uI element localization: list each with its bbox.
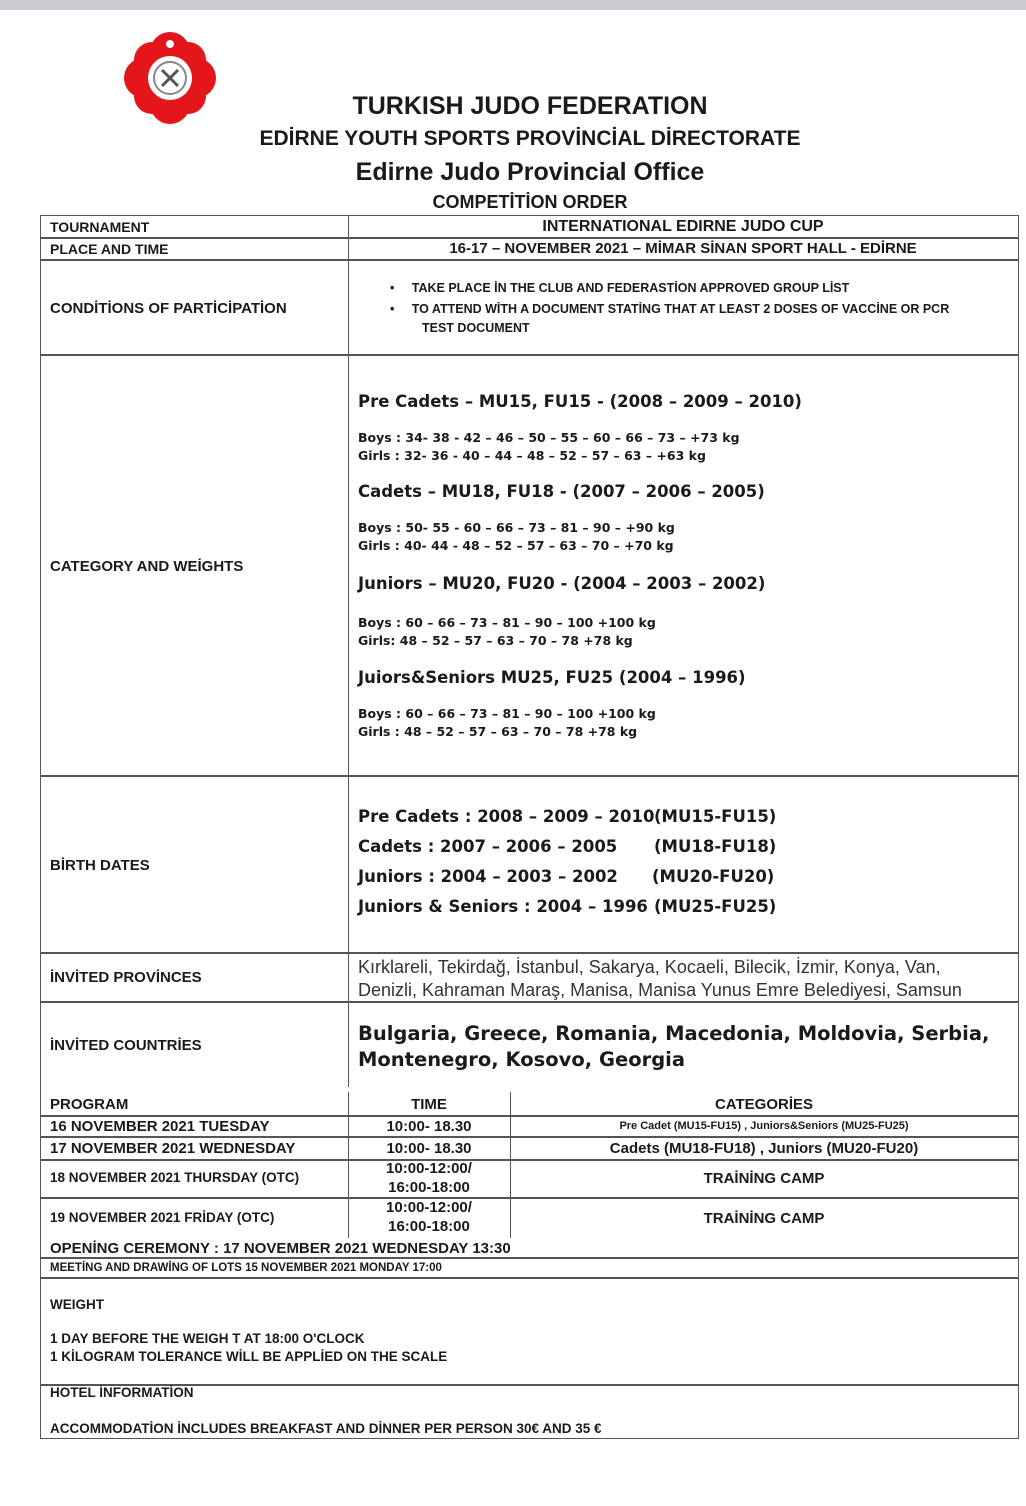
row-divider xyxy=(40,775,1019,777)
category-girls-weights: Girls : 40- 44 - 48 – 52 – 57 – 63 – 70 – +70 kg xyxy=(358,538,674,553)
tournament-value: INTERNATIONAL EDIRNE JUDO CUP xyxy=(542,218,824,235)
weight-title: WEIGHT xyxy=(50,1297,104,1312)
federation-title: TURKISH JUDO FEDERATION xyxy=(352,92,708,120)
category-label: CATEGORY AND WEİGHTS xyxy=(50,558,244,575)
condition-item-continued: TEST DOCUMENT xyxy=(422,321,530,335)
category-boys-weights: Boys : 34- 38 - 42 – 46 – 50 – 55 – 60 – 66 – 73 – +73 kg xyxy=(358,430,740,445)
program-day: 16 NOVEMBER 2021 TUESDAY xyxy=(50,1118,270,1135)
category-girls-weights: Girls: 48 – 52 – 57 – 63 – 70 – 78 +78 kg xyxy=(358,633,633,648)
row-divider xyxy=(40,1159,1019,1161)
row-divider xyxy=(40,259,1019,261)
meeting-info: MEETİNG AND DRAWİNG OF LOTS 15 NOVEMBER 2021 MONDAY 17:00 xyxy=(50,1262,442,1274)
category-girls-weights: Girls : 32- 36 - 40 – 44 – 48 – 52 – 57 – 63 – +63 kg xyxy=(358,448,706,463)
hotel-title: HOTEL İNFORMATİON xyxy=(50,1385,194,1400)
program-categories: Pre Cadet (MU15-FU15) , Juniors&Seniors (MU25-FU25) xyxy=(619,1120,909,1132)
program-time: 10:00-12:00/ xyxy=(386,1160,472,1177)
birth-date-code: (MU15-FU15) xyxy=(654,807,777,826)
program-categories: TRAİNİNG CAMP xyxy=(703,1170,825,1187)
birth-date-line: Cadets : 2007 – 2006 – 2005 xyxy=(358,837,618,856)
program-time: 16:00-18:00 xyxy=(388,1179,470,1196)
column-divider xyxy=(348,215,349,1087)
time-header: TIME xyxy=(411,1096,447,1113)
row-divider xyxy=(40,1277,1019,1279)
categories-header: CATEGORİES xyxy=(714,1096,814,1113)
program-categories: Cadets (MU18-FU18) , Juniors (MU20-FU20) xyxy=(609,1140,919,1157)
category-boys-weights: Boys : 60 – 66 – 73 – 81 – 90 – 100 +100 kg xyxy=(358,706,656,721)
row-divider xyxy=(40,1197,1019,1199)
row-divider xyxy=(40,1257,1019,1259)
birth-date-code: (MU18-FU18) xyxy=(654,837,777,856)
row-divider xyxy=(40,952,1019,954)
countries-line: Bulgaria, Greece, Romania, Macedonia, Moldovia, Serbia, xyxy=(358,1022,990,1045)
place-label: PLACE AND TIME xyxy=(50,241,169,257)
program-time: 16:00-18:00 xyxy=(388,1218,470,1235)
birth-date-code: (MU20-FU20) xyxy=(652,867,775,886)
program-day: 18 NOVEMBER 2021 THURSDAY (OTC) xyxy=(50,1170,300,1185)
provinces-label: İNVİTED PROVİNCES xyxy=(50,969,202,986)
program-header: PROGRAM xyxy=(50,1096,129,1113)
condition-item: • TO ATTEND WİTH A DOCUMENT STATİNG THAT AT LEAST 2 DOSES OF VACCİNE OR PCR xyxy=(390,302,950,316)
opening-ceremony: OPENİNG CEREMONY : 17 NOVEMBER 2021 WEDNESDAY 13:30 xyxy=(50,1240,511,1257)
countries-line: Montenegro, Kosovo, Georgia xyxy=(358,1048,686,1071)
office-title: Edirne Judo Provincial Office xyxy=(355,158,705,186)
tournament-label: TOURNAMENT xyxy=(50,219,150,235)
condition-item: • TAKE PLACE İN THE CLUB AND FEDERASTİON APPROVED GROUP LİST xyxy=(390,281,850,295)
provinces-line: Kırklareli, Tekirdağ, İstanbul, Sakarya, Kocaeli, Bilecik, İzmir, Konya, Van, xyxy=(358,957,941,977)
countries-label: İNVİTED COUNTRİES xyxy=(50,1037,202,1054)
provinces-line: Denizli, Kahraman Maraş, Manisa, Manisa Yunus Emre Belediyesi, Samsun xyxy=(358,980,962,1000)
conditions-label: CONDİTİONS OF PARTİCİPATİON xyxy=(50,300,287,317)
category-group-title: Juniors – MU20, FU20 - (2004 – 2003 – 2002) xyxy=(358,574,766,593)
weight-line: 1 DAY BEFORE THE WEIGH T AT 18:00 O'CLOCK xyxy=(50,1331,365,1346)
program-day: 19 NOVEMBER 2021 FRİDAY (OTC) xyxy=(50,1210,275,1225)
program-categories: TRAİNİNG CAMP xyxy=(703,1210,825,1227)
birth-date-line: Pre Cadets : 2008 – 2009 – 2010 xyxy=(358,807,655,826)
program-day: 17 NOVEMBER 2021 WEDNESDAY xyxy=(50,1140,296,1157)
row-divider xyxy=(40,1136,1019,1138)
birth-date-code: (MU25-FU25) xyxy=(654,897,777,916)
program-time: 10:00- 18.30 xyxy=(386,1140,472,1157)
category-boys-weights: Boys : 50- 55 - 60 – 66 – 73 – 81 – 90 – +90 kg xyxy=(358,520,675,535)
birth-dates-label: BİRTH DATES xyxy=(50,857,150,874)
birth-date-line: Juniors & Seniors : 2004 – 1996 xyxy=(358,897,648,916)
program-time: 10:00- 18.30 xyxy=(386,1118,472,1135)
row-divider xyxy=(40,1115,1019,1117)
weight-line: 1 KİLOGRAM TOLERANCE WİLL BE APPLİED ON THE SCALE xyxy=(50,1349,448,1364)
birth-date-line: Juniors : 2004 – 2003 – 2002 xyxy=(358,867,618,886)
directorate-title: EDİRNE YOUTH SPORTS PROVİNCİAL DİRECTORATE xyxy=(259,127,801,150)
row-divider xyxy=(40,354,1019,356)
category-group-title: Cadets – MU18, FU18 - (2007 – 2006 – 2005) xyxy=(358,482,765,501)
category-group-title: Juiors&Seniors MU25, FU25 (2004 – 1996) xyxy=(358,668,746,687)
program-time: 10:00-12:00/ xyxy=(386,1199,472,1216)
place-value: 16-17 – NOVEMBER 2021 – MİMAR SİNAN SPORT HALL - EDİRNE xyxy=(449,240,917,257)
category-boys-weights: Boys : 60 – 66 – 73 – 81 – 90 – 100 +100 kg xyxy=(358,615,656,630)
hotel-info: ACCOMMODATİON İNCLUDES BREAKFAST AND DİNNER PER PERSON 30€ AND 35 € xyxy=(50,1421,602,1436)
row-divider xyxy=(40,1001,1019,1003)
document-title: COMPETİTİON ORDER xyxy=(432,192,628,212)
top-bar xyxy=(0,0,1026,10)
category-group-title: Pre Cadets – MU15, FU15 - (2008 – 2009 – 2010) xyxy=(358,392,802,411)
row-divider xyxy=(40,237,1019,239)
category-girls-weights: Girls : 48 – 52 – 57 – 63 – 70 – 78 +78 kg xyxy=(358,724,638,739)
